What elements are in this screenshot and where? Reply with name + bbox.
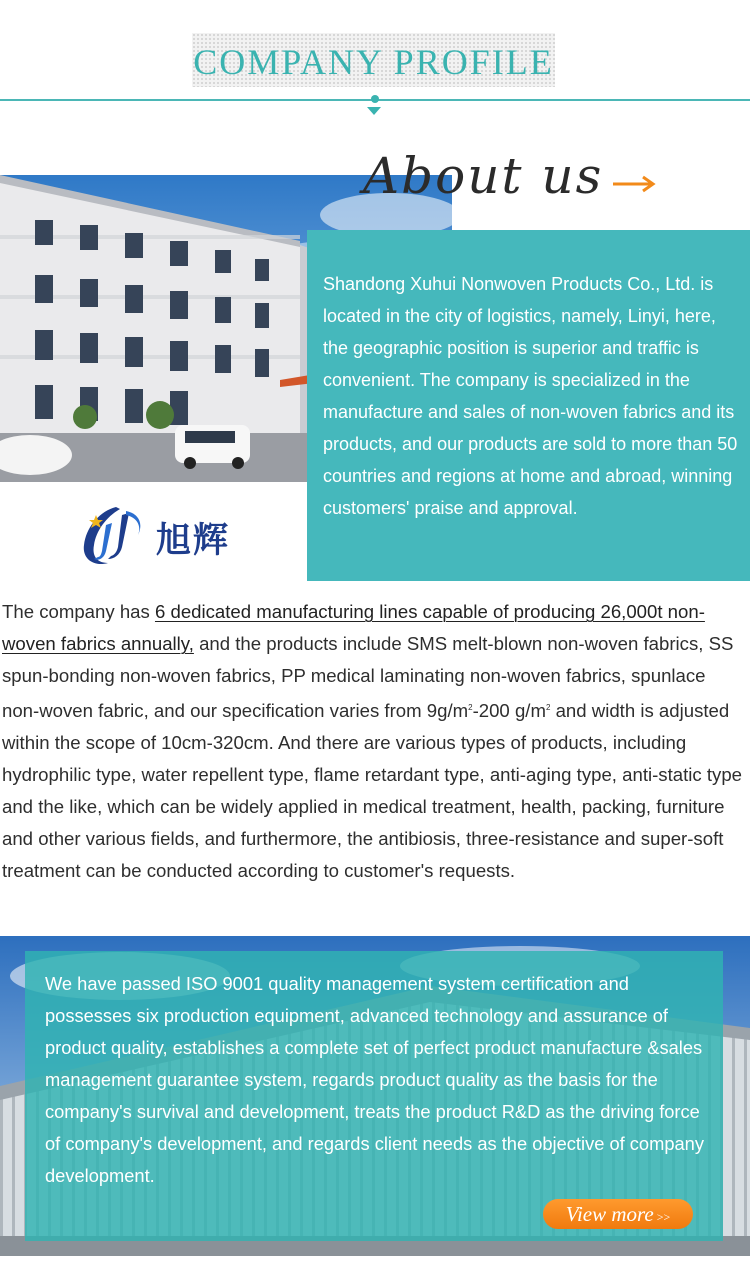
superscript-squared: 2 [468, 703, 473, 712]
description-part1: and the products include SMS melt-blown non-woven fabrics, SS spun-bonding non-woven fabrics, PP medical laminating non-woven fabrics, spunlace non-woven fabric, and our specification varies from 9g/m [2, 633, 734, 722]
description-part2: -200 g/m [472, 700, 546, 722]
title-divider-dot [371, 95, 379, 103]
section-title-box [192, 33, 555, 87]
company-description [2, 596, 747, 887]
about-text-box [307, 230, 750, 581]
double-chevron-icon: >> [656, 1210, 671, 1224]
logo-mark-icon [76, 501, 148, 569]
view-more-button[interactable] [543, 1199, 693, 1229]
about-text: Shandong Xuhui Nonwoven Products Co., Ltd. is located in the city of logistics, namely, Linyi, here, the geographic position is superior and traffic is convenient. The company is specialized in the manufacture and sales of non-woven fabrics and its products, and our products are sold to more than 50 countries and regions at home and abroad, winning customers' praise and approval. [323, 274, 738, 518]
down-arrow-icon [367, 107, 381, 115]
logo-text: 旭辉 [156, 521, 231, 561]
description-part3: and width is adjusted within the scope of 10cm-320cm. And there are various types of products, including hydrophilic type, water repellent type, flame retardant type, anti-aging type, anti-static type and the like, which can be widely applied in medical treatment, health, packing, furniture and other various fields, and furthermore, the antibiosis, three-resistance and super-soft treatment can be conducted according to customer's requests. [2, 700, 743, 882]
about-heading: About us [363, 147, 604, 205]
description-highlight: 6 dedicated manufacturing lines capable of producing 26,000t non-woven fabrics annually, [2, 601, 705, 654]
arrow-right-icon [613, 172, 657, 196]
section-title: COMPANY PROFILE [193, 42, 554, 82]
description-intro: The company has [2, 601, 155, 622]
superscript-squared: 2 [545, 703, 551, 712]
quality-text: We have passed ISO 9001 quality management system certification and possesses six production equipment, advanced technology and assurance of product quality, establishes a complete set of perfect product manufacture &sales management guarantee system, regards product quality as the basis for the company's survival and development, treats the product R&D as the driving force of company's development, and regards client needs as the objective of company development. [45, 973, 704, 1186]
view-more-label: View more [565, 1202, 654, 1226]
company-logo [76, 501, 246, 571]
quality-text-box [25, 951, 723, 1241]
